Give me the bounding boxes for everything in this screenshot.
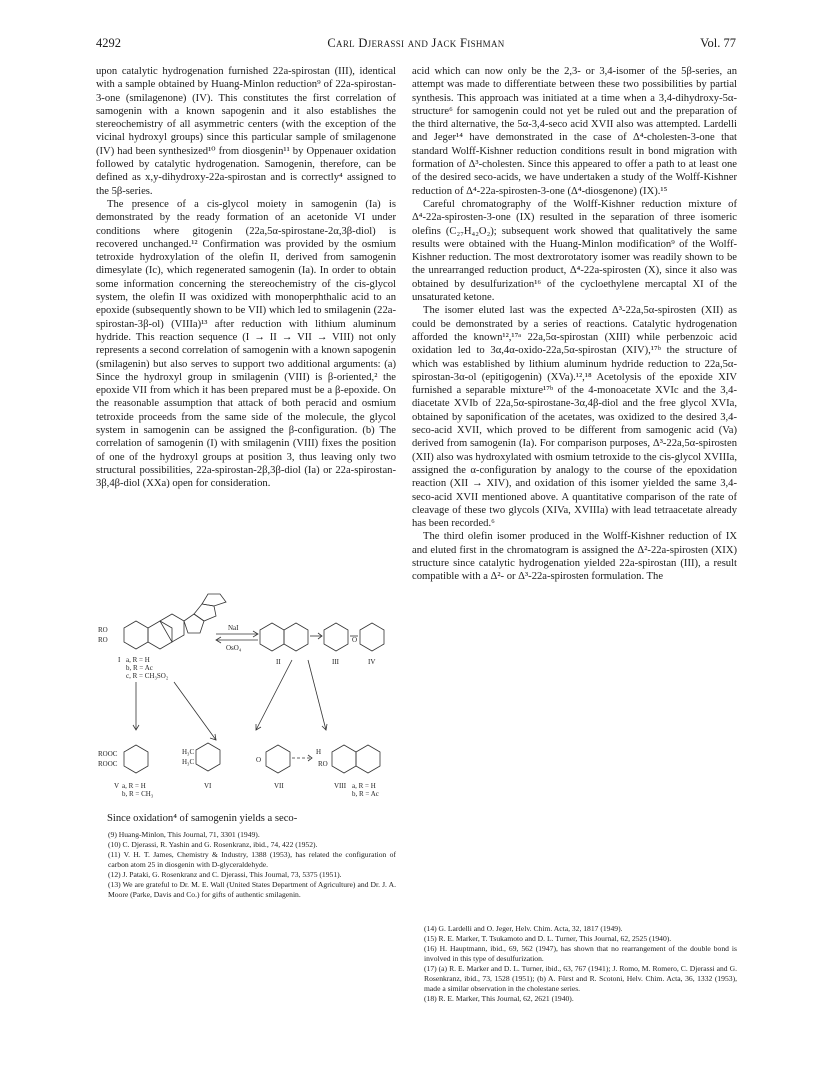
reaction-scheme-svg <box>96 590 396 810</box>
compound-label: II <box>276 658 281 666</box>
substituent-label: a, R = H <box>126 656 150 664</box>
footnote: (10) C. Djerassi, R. Yashin and G. Rosenkranz, ibid., 74, 422 (1952). <box>108 840 318 849</box>
body-paragraph: acid which can now only be the 2,3- or 3,4-isomer of the 5β-series, an attempt was made to differentiate between these two possibilities by partial synthesis. This approach was initiated at a time when a 3,4-dihydroxy-5α-structure⁶ for samogenin could not yet be ruled out and the preparation of the third alternative, the 5α-3,4-seco acid XVII also was attempted. Lardelli and Jeger¹⁴ have demonstrated in the case of Δ⁴-cholesten-3-one that standard Wolff-Kishner reduction conditions result in bond migration with formation of Δ³-cholesten. Since this appeared to offer a path to at least one of the desired seco-acids, we have undertaken a study of the Wolff-Kishner reduction of Δ⁴-22a-spirosten-3-one (Δ⁴-diosgenone) (IX).¹⁵ <box>412 66 737 197</box>
substituent-label: b, R = Ac <box>352 790 379 798</box>
page-number: 4292 <box>96 36 121 50</box>
body-paragraph: upon catalytic hydrogenation furnished 22a-spirostan (III), identical with a sample obtained by Huang-Minlon reduction⁹ of 22a-spirostan-3-one (smilagenone) (IV). This constitutes the first correlation of samogenin with a known sapogenin and it also establishes the stereochemistry of all asymmetric centers (with the exception of the vicinal hydroxyl groups) since this particular sample of smilagenone (IV) had been synthesized¹⁰ from diosgenin¹¹ by Oppenauer oxidation followed by catalytic hydrogenation. Samogenin, therefore, can be defined as x,y-dihydroxy-22a-spirostan and is correctly⁴ assigned to the 5β-series. <box>96 66 396 197</box>
left-column-closing <box>96 812 396 825</box>
running-header <box>96 36 736 54</box>
group-label: RO <box>318 760 328 768</box>
footnote: (13) We are grateful to Dr. M. E. Wall (United States Department of Agriculture) and Dr. J. A. Moore (Parke, Davis and Co.) for gifts of authentic smilagenin. <box>108 880 396 899</box>
substituent-label: c, R = CH₃SO₂ <box>126 672 169 680</box>
body-paragraph: Careful chromatography of the Wolff-Kishner reduction mixture of Δ⁴-22a-spirosten-3-one (IX) resulted in the separation of three isomeric olefins (C₂₇H₄₂O₂); subsequent work showed that qualitatively the same results were obtained with the Huang-Minlon modification⁹ of the Wolff-Kishner reduction. The most dextrorotatory isomer was readily shown to be the unrearranged reduction product, Δ⁴-22a-spirosten (X), since it also was obtained by desulfurization¹⁶ of the cycloethylene mercaptal XI of the unsaturated ketone. <box>412 198 737 304</box>
volume-label: Vol. 77 <box>700 36 736 50</box>
footnote: (17) (a) R. E. Marker and D. L. Turner, ibid., 63, 767 (1941); J. Romo, M. Romero, C. Djerassi and G. Rosenkranz, ibid., 73, 1528 (1951); (b) A. Fürst and R. Scotoni, Helv. Chim. Acta, 36, 1332 (1953), made a similar observation in the cholestane series. <box>424 964 737 993</box>
substituent-label: b, R = Ac <box>126 664 153 672</box>
footnote: (9) Huang-Minlon, This Journal, 71, 3301 (1949). <box>108 830 260 839</box>
footnote: (16) H. Hauptmann, ibid., 69, 562 (1947), has shown that no rearrangement of the double bond is involved in this type of desulfurization. <box>424 944 737 963</box>
substituent-label: a, R = H <box>122 782 146 790</box>
footnote: (15) R. E. Marker, T. Tsukamoto and D. L. Turner, This Journal, 62, 2525 (1940). <box>424 934 672 943</box>
compound-label: VIII <box>334 782 347 790</box>
substituent-label: a, R = H <box>352 782 376 790</box>
group-label: H₃C <box>182 748 195 756</box>
body-paragraph: The isomer eluted last was the expected Δ³-22a,5α-spirosten (XII) as could be demonstrated by a series of reactions. Catalytic hydrogenation afforded the known¹²,¹⁷ᵃ 22a,5α-spirostan (XIII) while perbenzoic acid oxidation led to 3α,4α-oxido-22a,5α-spirostan (XIV),¹⁷ᵇ the structure of which was established by lithium aluminum hydride reduction to 22a,5α-spirostan-3α-ol (epitigogenin) (XVa).¹²,¹⁸ Acetolysis of the epoxide XIV furnished a separable mixture¹⁷ᵇ of the 4-monoacetate XVIc and the 3,4-diacetate XVIb of 22a,5α-spirostane-3α,4β-diol and the free glycol XVIa, obtained by saponification of the acetates, was oxidized to the desired 3,4-seco-acid XVII, which proved to be different from samogenic acid (Va) derived from samogenin (Ia). For comparison purposes, Δ³-22a,5α-spirosten (XII) also was hydroxylated with osmium tetroxide to the cis-glycol XVIIIa, assigned the α-configuration by analogy to the course of the epoxidation reaction (XII → XIV), and oxidation of this isomer yielded the same 3,4-seco-acid XVII mentioned above. A quantitative comparison of the rate of cleavage of these two glycols (XIVa, XVIIIa) with lead tetraacetate already has been recorded.⁶ <box>412 305 737 530</box>
running-authors: Carl Djerassi and Jack Fishman <box>327 36 505 50</box>
body-paragraph: The third olefin isomer produced in the Wolff-Kishner reduction of IX and eluted first in the chromatogram is assigned the Δ²-22a-spirosten (XIX) structure since catalytic hydrogenation yielded 22a-spirostan (III), a result compatible with a Δ²- or Δ³-22a-spirosten formulation. The <box>412 531 737 583</box>
group-label: ROOC <box>98 760 118 768</box>
group-label: O <box>256 756 262 764</box>
compound-label: IV <box>368 658 376 666</box>
body-paragraph: The presence of a cis-glycol moiety in samogenin (Ia) is demonstrated by the ready formation of an acetonide VI under conditions where gitogenin (22a,5α-spirostane-2α,3β-diol) is recovered unchanged.¹² Confirmation was provided by the osmium tetroxide hydroxylation of the olefin II, derived from samogenin dimesylate (Ic), which regenerated samogenin (Ia). In order to obtain some information concerning the stereochemistry of the cis-glycol system, the olefin II was oxidized with monoperphthalic acid to an epoxide (subsequently shown to be VII) which led to smilagenin (22a-spirostan-3β-ol) (VIIIa)¹³ after reduction with lithium aluminum hydride. This reaction sequence (I → II → VII → VIII) not only represents a second correlation of samogenin with a known sapogenin (smilagenin) but also serves to support two additional arguments: (a) Since the hydroxyl group in smilagenin (VIII) is β-oriented,² the epoxide VII from which it has been prepared must be a β-epoxide. On the reasonable assumption that attack of both peracid and osmium tetroxide proceeds from the same side of the molecule, the glycol system in samogenin can be assigned the β-configuration. (b) The correlation of samogenin (I) with smilagenin (VIII) fixes the position of one of the hydroxyl groups at position 3, thus leaving only two structural possibilities, 22a-spirostan-2β,3β-diol (Ia) or 22a-spirostan-3β,4β-diol (XXa) open for consideration. <box>96 198 396 490</box>
group-label: H₃C <box>182 758 195 766</box>
right-footnotes <box>412 924 737 1004</box>
left-footnotes <box>96 830 396 900</box>
reagent-label: NaI <box>228 624 239 632</box>
group-label: RO <box>98 626 108 634</box>
compound-label: III <box>332 658 339 666</box>
group-label: O <box>352 636 358 644</box>
left-column <box>96 65 396 491</box>
footnote: (18) R. E. Marker, This Journal, 62, 2621 (1940). <box>424 994 574 1003</box>
compound-label: I <box>118 656 121 664</box>
group-label: ROOC <box>98 750 118 758</box>
compound-label: VI <box>204 782 212 790</box>
substituent-label: b, R = CH₃ <box>122 790 154 798</box>
reaction-scheme-figure <box>96 590 396 810</box>
body-paragraph: Since oxidation⁴ of samogenin yields a seco- <box>107 813 298 824</box>
compound-label: V <box>114 782 120 790</box>
compound-label: VII <box>274 782 284 790</box>
right-column <box>412 65 737 584</box>
footnote: (14) G. Lardelli and O. Jeger, Helv. Chim. Acta, 32, 1817 (1949). <box>424 924 623 933</box>
footnote: (11) V. H. T. James, Chemistry & Industry, 1388 (1953), has related the configuration of carbon atom 25 in diosgenin with D-glyceraldehyde. <box>108 850 396 869</box>
reagent-label: OsO₄ <box>226 644 242 652</box>
group-label: RO <box>98 636 108 644</box>
group-label: H <box>316 748 322 756</box>
footnote: (12) J. Pataki, G. Rosenkranz and C. Djerassi, This Journal, 73, 5375 (1951). <box>108 870 342 879</box>
